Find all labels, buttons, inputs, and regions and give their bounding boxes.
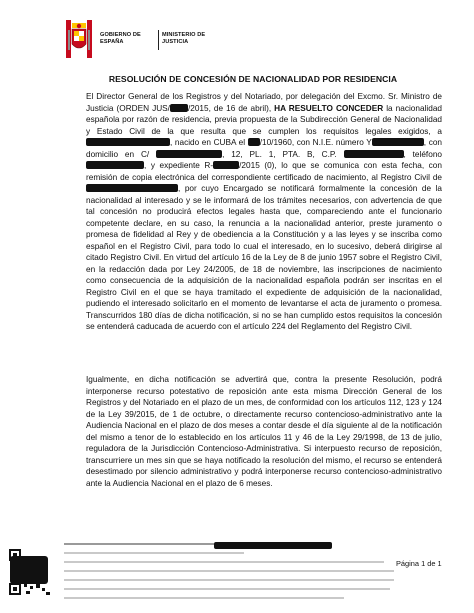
logo-divider	[158, 30, 159, 50]
government-logo	[66, 20, 226, 60]
resolution-statement: HA RESUELTO CONCEDER	[274, 103, 384, 113]
text-segment: /2015 (0), lo que se comunica con esta fecha, con remisión de copia electrónica del correspondiente certificado de nacimiento, al Registro Civil de	[86, 161, 442, 182]
text-segment: la nacionalidad española por razón de residencia, previa propuesta de la Subdirección General de Nacionalidad y Estado Civil de la que resulta que se cumplen los requisitos legales exigidos, a	[86, 103, 442, 136]
redaction	[10, 556, 48, 584]
redaction	[213, 161, 239, 169]
footer-text-line	[64, 588, 390, 590]
text-segment: , nacido en CUBA el	[170, 138, 248, 147]
redaction	[372, 138, 424, 146]
text-segment: , teléfono	[403, 149, 442, 159]
footer-text-line	[64, 543, 214, 545]
coat-of-arms-icon	[66, 20, 92, 58]
footer-text-line	[64, 570, 394, 572]
government-label: GOBIERNO DE ESPAÑA	[100, 32, 141, 45]
verification-footer	[64, 543, 404, 606]
text-segment: El Director General de los Registros y del Notariado, por delegación del Excmo. Sr. Ministro de Justicia (ORDEN JUS/	[86, 92, 442, 113]
redaction	[156, 150, 222, 158]
footer-text-line	[64, 561, 384, 563]
text-segment: , y expediente R-	[144, 161, 214, 170]
page-number: Página 1 de 1	[396, 559, 442, 568]
footer-text-line	[64, 579, 394, 581]
text-segment: , por cuyo Encargado se notificará formalmente la concesión de la nacionalidad al interesado y se le informará de los trámites necesarios, con advertencia de que tal concesión no producirá efectos legales hasta que, compareciendo ante el funcionario competente declare, en su caso, la renuncia a la nacionalidad anterior, preste juramento o promesa de fidelidad al Rey y de obediencia a la Constitución y a las leyes y se inscriba como español en el Registro Civil, para todo lo cual el interesado, en lo sucesivo, deberá dirigirse al citado Registro Civil. En virtud del artículo 16 de la Ley de 8 de junio 1957 sobre el Registro Civil, en la redacción dada por Ley 24/2005, de 18 de noviembre, las inscripciones de nacimiento como consecuencia de la adquisición de la nacionalidad española podrán ser inscritas en el Registro Civil en el que se haya tramitado el expediente de adquisición de la nacionalidad, pudiendo el interesado solicitarlo en el momento de levantarse el acta de juramento o promesa. Transcurridos 180 días de dicha notificación, si no se han cumplido estos requisitos la concesión se entenderá caducada de acuerdo con el artículo 224 del Reglamento del Registro Civil.	[86, 184, 442, 331]
footer-text-line	[64, 552, 244, 554]
redaction	[86, 184, 178, 192]
ministry-label: MINISTERIO DE JUSTICIA	[162, 32, 206, 45]
redaction	[344, 150, 404, 158]
redaction	[170, 104, 188, 112]
appeal-paragraph: Igualmente, en dicha notificación se advertirá que, contra la presente Resolución, podrá interponerse recurso potestativo de reposición ante esta misma Dirección General de los Registros y del Notariado en el plazo de un mes, de conformidad con los artículos 112, 123 y 124 de la Ley 39/2015, de 1 de octubre, o directamente recurso contencioso-administrativo ante la Audiencia Nacional en el plazo de dos meses a contar desde el día siguiente al de la notificación del mismo a tenor de lo establecido en los artículos 11 y 46 de la Ley 29/1998, de 13 de julio, reguladora de la Jurisdicción Contencioso-Administrativa. Si interpuesto recurso de reposición, transcurriere un mes sin que se haya notificado la resolución del mismo, el recurso se entenderá desestimado por silencio administrativo y podrá interponerse recurso contencioso-administrativo ante la Audiencia Nacional en el plazo de 6 meses.	[86, 375, 442, 488]
text-segment: , 12, PL. 1, PTA. B, C.P.	[222, 149, 344, 159]
redaction	[214, 542, 332, 549]
resolution-paragraph	[86, 91, 442, 333]
text-segment: /10/1960, con N.I.E. número Y	[259, 138, 372, 147]
text-segment: /2015, de 16 de abril),	[187, 103, 275, 113]
redaction	[86, 138, 170, 146]
redaction	[248, 138, 260, 146]
document-title: RESOLUCIÓN DE CONCESIÓN DE NACIONALIDAD POR RESIDENCIA	[108, 74, 398, 84]
text-segment: , con domicilio en C/	[86, 138, 442, 159]
redaction	[86, 161, 144, 169]
footer-text-line	[64, 597, 344, 599]
